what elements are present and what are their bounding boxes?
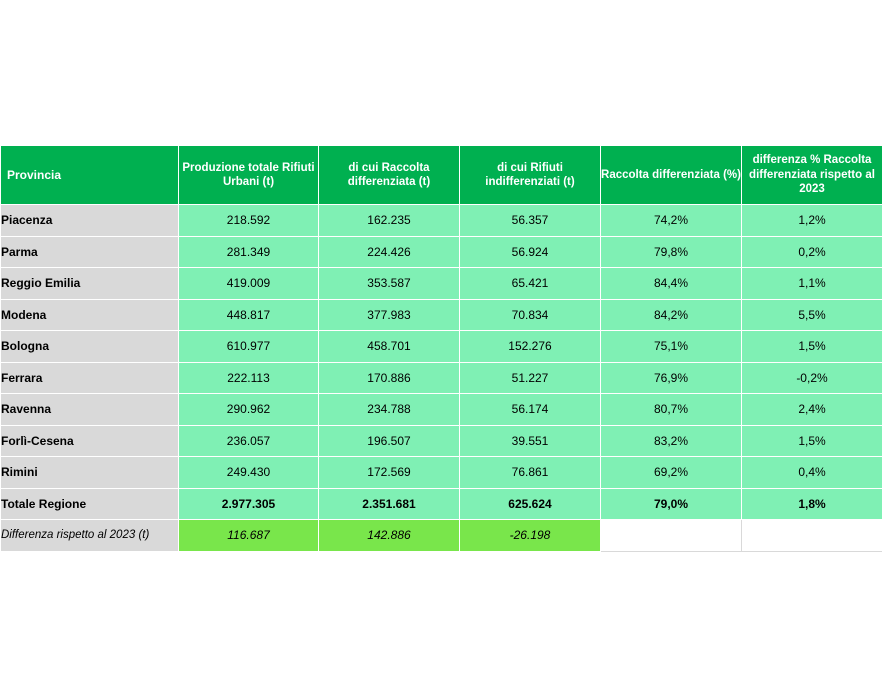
cell-percentuale: 80,7% xyxy=(601,394,742,426)
cell-differenziata: 162.235 xyxy=(319,205,460,237)
cell-percentuale: 83,2% xyxy=(601,425,742,457)
cell-diff-percentuale-empty xyxy=(601,520,742,552)
column-header-provincia: Provincia xyxy=(1,146,179,205)
row-label-total: Totale Regione xyxy=(1,488,179,520)
cell-totale: 249.430 xyxy=(179,457,319,489)
cell-indifferenziati: 76.861 xyxy=(460,457,601,489)
cell-diff-differenza-perc-empty xyxy=(742,520,882,552)
row-label-difference: Differenza rispetto al 2023 (t) xyxy=(1,520,179,552)
cell-total-totale: 2.977.305 xyxy=(179,488,319,520)
cell-indifferenziati: 65.421 xyxy=(460,268,601,300)
cell-differenza-perc: 5,5% xyxy=(742,299,882,331)
table-row xyxy=(1,362,882,394)
row-label: Ferrara xyxy=(1,362,179,394)
table-row xyxy=(1,236,882,268)
table-row xyxy=(1,205,882,237)
row-label: Modena xyxy=(1,299,179,331)
cell-total-percentuale: 79,0% xyxy=(601,488,742,520)
row-label: Reggio Emilia xyxy=(1,268,179,300)
cell-differenziata: 458.701 xyxy=(319,331,460,363)
cell-percentuale: 74,2% xyxy=(601,205,742,237)
table-row xyxy=(1,394,882,426)
cell-differenza-perc: 2,4% xyxy=(742,394,882,426)
cell-indifferenziati: 51.227 xyxy=(460,362,601,394)
cell-percentuale: 76,9% xyxy=(601,362,742,394)
cell-totale: 281.349 xyxy=(179,236,319,268)
cell-totale: 218.592 xyxy=(179,205,319,237)
waste-statistics-table xyxy=(0,145,882,552)
table-body xyxy=(1,205,882,552)
cell-differenza-perc: 1,1% xyxy=(742,268,882,300)
cell-totale: 610.977 xyxy=(179,331,319,363)
cell-differenziata: 224.426 xyxy=(319,236,460,268)
cell-percentuale: 69,2% xyxy=(601,457,742,489)
cell-differenza-perc: 1,5% xyxy=(742,425,882,457)
cell-indifferenziati: 56.924 xyxy=(460,236,601,268)
cell-percentuale: 79,8% xyxy=(601,236,742,268)
table-row xyxy=(1,457,882,489)
cell-total-differenza-perc: 1,8% xyxy=(742,488,882,520)
cell-percentuale: 84,2% xyxy=(601,299,742,331)
row-label: Piacenza xyxy=(1,205,179,237)
cell-totale: 419.009 xyxy=(179,268,319,300)
row-label: Parma xyxy=(1,236,179,268)
waste-table-container xyxy=(0,145,882,552)
column-header-raccolta-differenziata-perc: Raccolta differenziata (%) xyxy=(601,146,742,205)
cell-totale: 222.113 xyxy=(179,362,319,394)
cell-indifferenziati: 152.276 xyxy=(460,331,601,363)
cell-differenziata: 234.788 xyxy=(319,394,460,426)
cell-differenza-perc: 0,4% xyxy=(742,457,882,489)
cell-indifferenziati: 56.174 xyxy=(460,394,601,426)
cell-total-indifferenziati: 625.624 xyxy=(460,488,601,520)
cell-differenza-perc: 1,2% xyxy=(742,205,882,237)
cell-percentuale: 75,1% xyxy=(601,331,742,363)
cell-differenziata: 353.587 xyxy=(319,268,460,300)
cell-diff-differenziata: 142.886 xyxy=(319,520,460,552)
column-header-rifiuti-indifferenziati: di cui Rifiuti indifferenziati (t) xyxy=(460,146,601,205)
table-header xyxy=(1,146,882,205)
cell-diff-totale: 116.687 xyxy=(179,520,319,552)
table-row-total xyxy=(1,488,882,520)
cell-differenziata: 196.507 xyxy=(319,425,460,457)
table-row xyxy=(1,425,882,457)
column-header-raccolta-differenziata: di cui Raccolta differenziata (t) xyxy=(319,146,460,205)
cell-totale: 448.817 xyxy=(179,299,319,331)
cell-differenziata: 170.886 xyxy=(319,362,460,394)
cell-indifferenziati: 39.551 xyxy=(460,425,601,457)
row-label: Forlì-Cesena xyxy=(1,425,179,457)
cell-diff-indifferenziati: -26.198 xyxy=(460,520,601,552)
cell-totale: 290.962 xyxy=(179,394,319,426)
cell-differenza-perc: 0,2% xyxy=(742,236,882,268)
table-header-row xyxy=(1,146,882,205)
cell-differenziata: 377.983 xyxy=(319,299,460,331)
cell-differenza-perc: 1,5% xyxy=(742,331,882,363)
cell-totale: 236.057 xyxy=(179,425,319,457)
column-header-differenza-perc: differenza % Raccolta differenziata rispetto al 2023 xyxy=(742,146,882,205)
row-label: Bologna xyxy=(1,331,179,363)
table-row xyxy=(1,299,882,331)
table-row xyxy=(1,268,882,300)
row-label: Rimini xyxy=(1,457,179,489)
table-row-difference xyxy=(1,520,882,552)
cell-differenziata: 172.569 xyxy=(319,457,460,489)
cell-indifferenziati: 56.357 xyxy=(460,205,601,237)
column-header-produzione-totale: Produzione totale Rifiuti Urbani (t) xyxy=(179,146,319,205)
cell-indifferenziati: 70.834 xyxy=(460,299,601,331)
row-label: Ravenna xyxy=(1,394,179,426)
cell-percentuale: 84,4% xyxy=(601,268,742,300)
cell-differenza-perc: -0,2% xyxy=(742,362,882,394)
cell-total-differenziata: 2.351.681 xyxy=(319,488,460,520)
table-row xyxy=(1,331,882,363)
